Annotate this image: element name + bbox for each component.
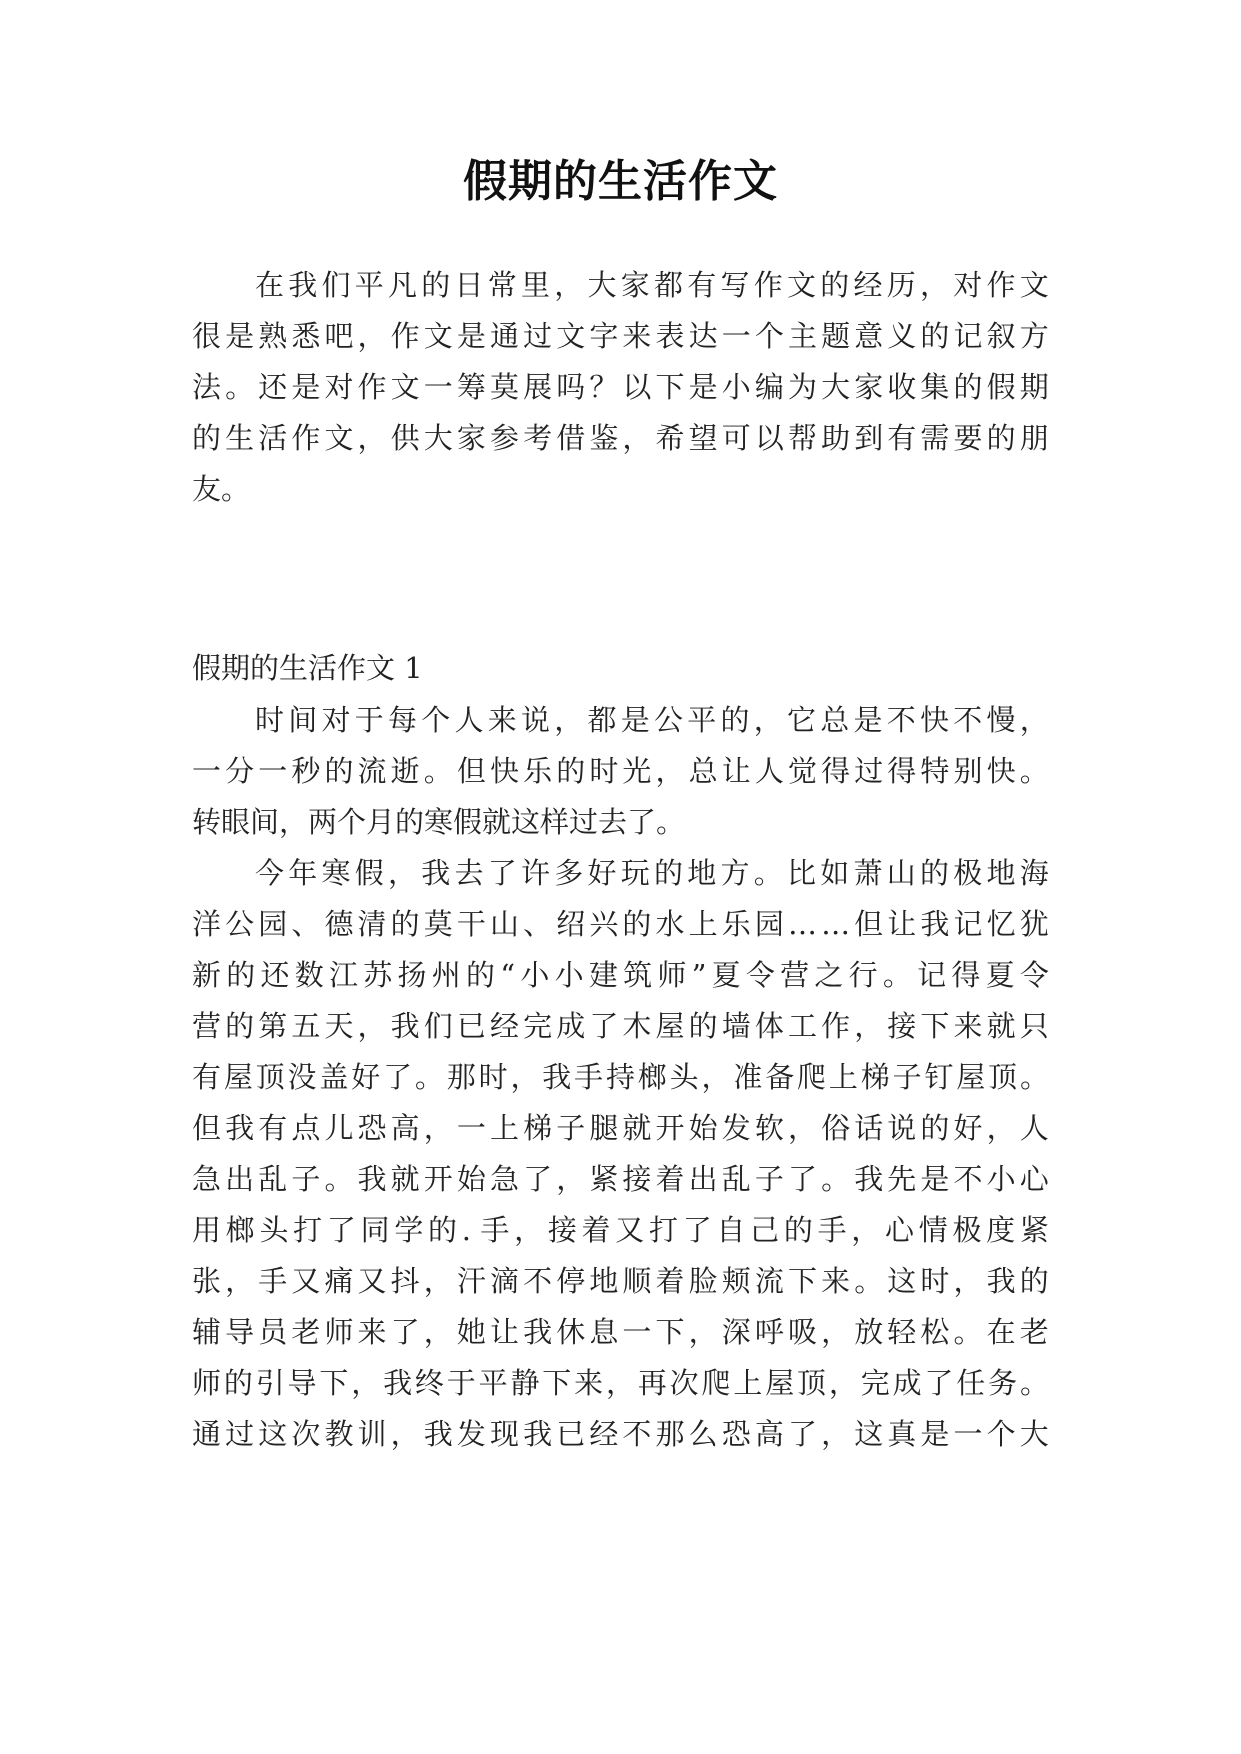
text-line-content: 有 屋 顶 没 盖 好 了 。 那 时 ， 我 手 持 榔 头 ， 准 备 爬 上 梯 子 钉 屋 顶 。 [192, 1060, 1049, 1094]
text-line-content: 今 年 寒 假 ， 我 去 了 许 多 好 玩 的 地 方 。 比 如 萧 山 的 极 地 海 [255, 856, 1049, 890]
text-line-content: 的 生 活 作 文 ， 供 大 家 参 考 借 鉴 ， 希 望 可 以 帮 助 到 有 需 要 的 朋 [192, 421, 1049, 455]
text-line-content: 很 是 熟 悉 吧 ， 作 文 是 通 过 文 字 来 表 达 一 个 主 题 意 义 的 记 叙 方 [192, 319, 1049, 353]
text-line-content: 辅 导 员 老 师 来 了 ， 她 让 我 休 息 一 下 ， 深 呼 吸 ， 放 轻 松 。 在 老 [192, 1315, 1049, 1349]
text-line-content: 一 分 一 秒 的 流 逝 。 但 快 乐 的 时 光 ， 总 让 人 觉 得 过 得 特 别 快 。 [192, 754, 1049, 788]
text-line-content: 洋 公 园 、 德 清 的 莫 干 山 、 绍 兴 的 水 上 乐 园 … … 但 让 我 记 忆 犹 [192, 907, 1049, 941]
text-line-content: 法 。 还 是 对 作 文 一 筹 莫 展 吗 ？ 以 下 是 小 编 为 大 家 收 集 的 假 期 [192, 370, 1049, 404]
text-line-content: 在 我 们 平 凡 的 日 常 里 ， 大 家 都 有 写 作 文 的 经 历 ， 对 作 文 [255, 268, 1049, 302]
document-title: 假期的生活作文 [463, 156, 778, 207]
text-line-content: 新 的 还 数 江 苏 扬 州 的 “ 小 小 建 筑 师 ” 夏 令 营 之 行 。 记 得 夏 令 [192, 958, 1049, 992]
section-heading: 假期的生活作文 1 [192, 651, 423, 685]
text-line-content: 师 的 引 导 下 ， 我 终 于 平 静 下 来 ， 再 次 爬 上 屋 顶 ， 完 成 了 任 务 。 [192, 1366, 1049, 1400]
text-line-content: 营 的 第 五 天 ， 我 们 已 经 完 成 了 木 屋 的 墙 体 工 作 ， 接 下 来 就 只 [192, 1009, 1049, 1043]
text-line-content: 用 榔 头 打 了 同 学 的 . 手 ， 接 着 又 打 了 自 己 的 手 ， 心 情 极 度 紧 [192, 1213, 1049, 1247]
text-line-content: 通 过 这 次 教 训 ， 我 发 现 我 已 经 不 那 么 恐 高 了 ， 这 真 是 一 个 大 [192, 1417, 1049, 1451]
text-line-content: 张 ， 手 又 痛 又 抖 ， 汗 滴 不 停 地 顺 着 脸 颊 流 下 来 。 这 时 ， 我 的 [192, 1264, 1049, 1298]
text-line-content: 转眼间，两个月的寒假就这样过去了。 [192, 805, 686, 839]
text-line-content: 时 间 对 于 每 个 人 来 说 ， 都 是 公 平 的 ， 它 总 是 不 快 不 慢 ， [255, 703, 1049, 737]
text-line-content: 友。 [192, 472, 251, 506]
text-line-content: 急 出 乱 子 。 我 就 开 始 急 了 ， 紧 接 着 出 乱 子 了 。 我 先 是 不 小 心 [192, 1162, 1049, 1196]
text-line-content: 但 我 有 点 儿 恐 高 ， 一 上 梯 子 腿 就 开 始 发 软 ， 俗 话 说 的 好 ， 人 [192, 1111, 1049, 1145]
